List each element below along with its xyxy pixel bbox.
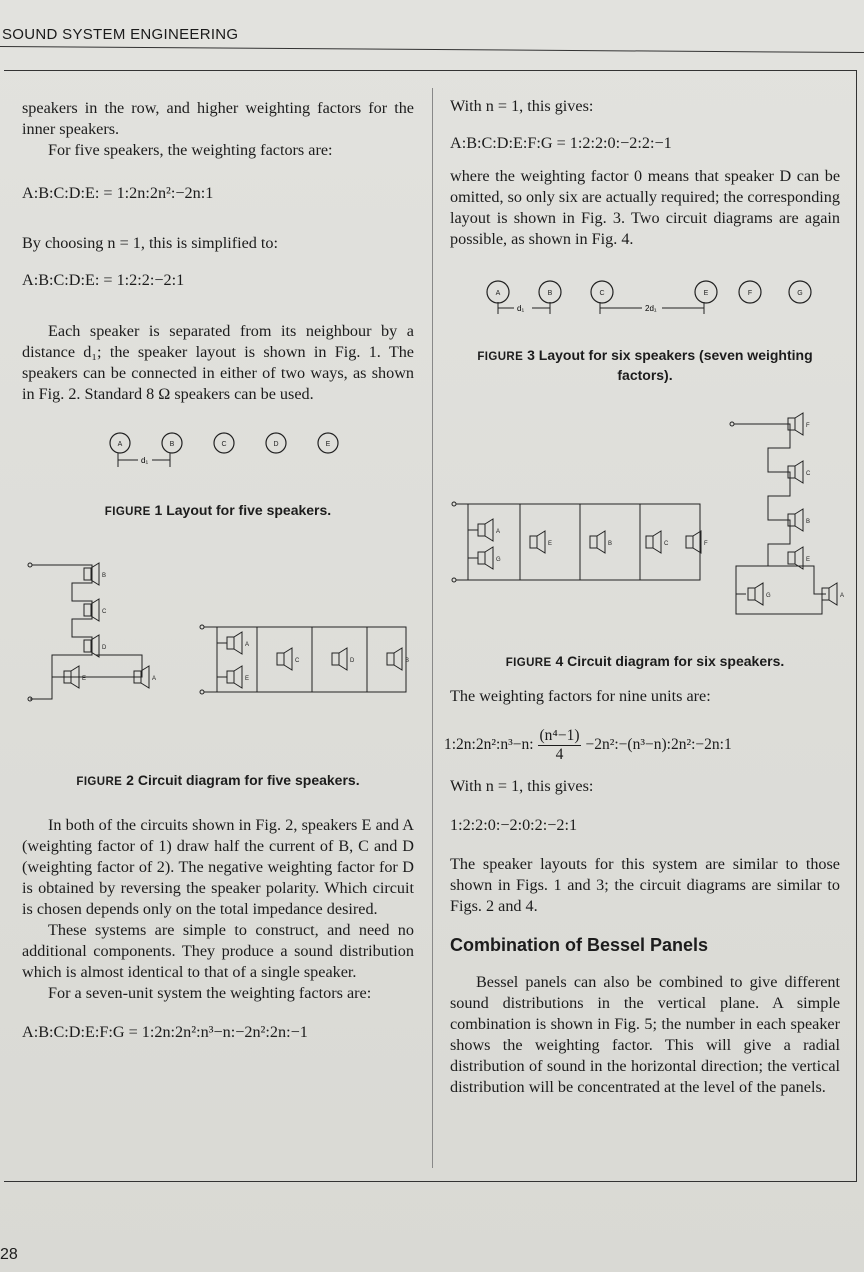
speaker-circle-a	[110, 433, 130, 453]
formula: A:B:C:D:E: = 1:2n:2n²:−2n:1	[22, 184, 214, 202]
speaker-circle-e	[318, 433, 338, 453]
formula-part: 1:2n:2n²:n³−n:	[444, 736, 534, 754]
paragraph: For a seven-unit system the weighting factors are:	[48, 984, 372, 1002]
paragraph: With n = 1, this gives:	[450, 777, 594, 795]
svg-text:C: C	[806, 471, 811, 477]
right-column	[444, 96, 845, 1098]
svg-text:B: B	[102, 573, 107, 579]
speaker-symbol-e	[530, 531, 552, 553]
distance-label: d₁	[517, 304, 525, 313]
speaker-symbol-g	[748, 583, 771, 605]
column-divider	[432, 88, 433, 1168]
speaker-circle-b	[162, 433, 182, 453]
speaker-symbol-c	[788, 461, 811, 483]
speaker-circle-f	[739, 281, 761, 303]
speaker-circle-b	[539, 281, 561, 303]
svg-text:B: B	[405, 658, 410, 664]
formula: A:B:C:D:E: = 1:2:2:−2:1	[22, 271, 185, 289]
speaker-symbol-e	[227, 666, 249, 688]
svg-text:F: F	[704, 541, 708, 547]
svg-text:G: G	[797, 290, 803, 297]
speaker-symbol-c	[277, 648, 300, 670]
paragraph: speakers in the row, and higher weighting factors for the inner speakers.	[22, 99, 414, 138]
running-head: SOUND SYSTEM ENGINEERING	[2, 26, 239, 43]
svg-text:A: A	[117, 441, 123, 448]
paragraph: By choosing n = 1, this is simplified to:	[22, 234, 278, 252]
svg-text:C: C	[221, 441, 227, 448]
page-number: 28	[0, 1246, 18, 1263]
speaker-symbol-c	[646, 531, 669, 553]
svg-text:B: B	[169, 441, 175, 448]
formula: A:B:C:D:E:F:G = 1:2n:2n²:n³−n:−2n²:2n:−1	[22, 1023, 308, 1041]
speaker-symbol-f	[686, 531, 708, 553]
svg-text:C: C	[599, 290, 605, 297]
speaker-symbol-b	[590, 531, 612, 553]
svg-text:F: F	[806, 423, 810, 429]
paragraph: where the weighting factor 0 means that speaker D can be omitted, so only six are actually required; the corresponding layout is shown in Fig. 3. Two circuit diagrams are again possible, as shown in Fig. 4.	[450, 167, 840, 248]
figure-3-layout	[450, 268, 840, 334]
svg-text:B: B	[547, 290, 553, 297]
svg-text:B: B	[608, 541, 613, 547]
paragraph: With n = 1, this gives:	[450, 97, 594, 115]
svg-text:A: A	[495, 290, 501, 297]
speaker-symbol-g	[478, 547, 501, 569]
svg-text:E: E	[325, 441, 331, 448]
svg-text:A: A	[840, 593, 845, 599]
speaker-circle-c	[214, 433, 234, 453]
figure-4-caption: FIGURE 4 Circuit diagram for six speakers.	[505, 653, 785, 669]
svg-text:A: A	[496, 529, 501, 535]
section-heading: Combination of Bessel Panels	[450, 935, 709, 955]
svg-text:F: F	[747, 290, 753, 297]
speaker-circle-g	[789, 281, 811, 303]
distance-label: 2d₁	[645, 304, 657, 313]
paragraph: In both of the circuits shown in Fig. 2, speakers E and A (weighting factor of 1) draw half the current of B, C and D (weighting factor of 2). The negative weighting factor for D is obtained by reversing the speaker polarity. Which circuit is chosen depends only on the total impedance desired.	[22, 816, 414, 918]
speaker-symbol-c	[84, 599, 107, 621]
speaker-symbol-d	[84, 635, 107, 657]
speaker-circle-e	[695, 281, 717, 303]
figure-4-circuit	[450, 398, 845, 648]
paragraph: Bessel panels can also be combined to give different sound distributions in the vertical plane. A simple combination is shown in Fig. 5; the number in each speaker shows the weighting factor. This will give a radial distribution of sound in the horizontal direction; the vertical distribution will be concentrated at the level of the panels.	[450, 973, 840, 1096]
svg-text:D: D	[350, 658, 355, 664]
svg-text:E: E	[806, 557, 811, 563]
svg-text:E: E	[82, 676, 87, 682]
figure-2-caption: FIGURE 2 Circuit diagram for five speakers.	[76, 772, 360, 788]
svg-text:C: C	[664, 541, 669, 547]
speaker-circle-d	[266, 433, 286, 453]
svg-text:E: E	[245, 676, 250, 682]
speaker-symbol-a	[227, 632, 249, 654]
paragraph: For five speakers, the weighting factors are:	[48, 141, 333, 159]
svg-text:B: B	[806, 519, 811, 525]
distance-label: d₁	[141, 456, 149, 465]
fraction: $\frac{\text{(n⁴−1)}}{4}$	[539, 727, 580, 763]
paragraph: These systems are simple to construct, and need no additional components. They produce a sound distribution which is almost identical to that of a single speaker.	[22, 921, 414, 981]
svg-text:E: E	[548, 541, 553, 547]
formula-part: −2n²:−(n³−n):2n²:−2n:1	[585, 736, 732, 754]
svg-text:C: C	[295, 658, 300, 664]
speaker-symbol-f	[788, 413, 810, 435]
svg-text:G: G	[496, 557, 501, 563]
speaker-symbol-b	[788, 509, 810, 531]
svg-text:A: A	[152, 676, 157, 682]
speaker-circle-a	[487, 281, 509, 303]
speaker-symbol-a	[478, 519, 500, 541]
svg-text:D: D	[102, 645, 107, 651]
figure-3-caption: FIGURE 3 Layout for six speakers (seven weighting factors).	[477, 347, 813, 383]
svg-text:D: D	[273, 441, 279, 448]
speaker-circle-c	[591, 281, 613, 303]
header-rule	[0, 46, 864, 53]
svg-text:E: E	[703, 290, 709, 297]
figure-2-circuit	[22, 557, 414, 757]
figure-1-layout	[22, 431, 414, 491]
speaker-symbol-d	[332, 648, 355, 670]
figure-1-caption: FIGURE 1 Layout for five speakers.	[104, 502, 332, 518]
formula: A:B:C:D:E:F:G = 1:2:2:0:−2:2:−1	[450, 134, 672, 152]
paragraph: The speaker layouts for this system are similar to those shown in Figs. 1 and 3; the circuit diagrams are similar to Figs. 2 and 4.	[450, 855, 840, 915]
paragraph: The weighting factors for nine units are:	[450, 687, 711, 705]
svg-text:C: C	[102, 609, 107, 615]
svg-text:A: A	[245, 642, 250, 648]
left-column	[22, 98, 414, 1043]
svg-text:G: G	[766, 593, 771, 599]
paragraph: Each speaker is separated from its neighbour by a distance d₁; the speaker layout is shown in Fig. 1. The speakers can be connected in either of two ways, as shown in Fig. 2. Standard 8 Ω speakers can be used.	[22, 322, 414, 403]
nine-unit-formula	[444, 727, 840, 764]
formula: 1:2:2:0:−2:0:2:−2:1	[450, 816, 578, 834]
speaker-symbol-b	[84, 563, 106, 585]
